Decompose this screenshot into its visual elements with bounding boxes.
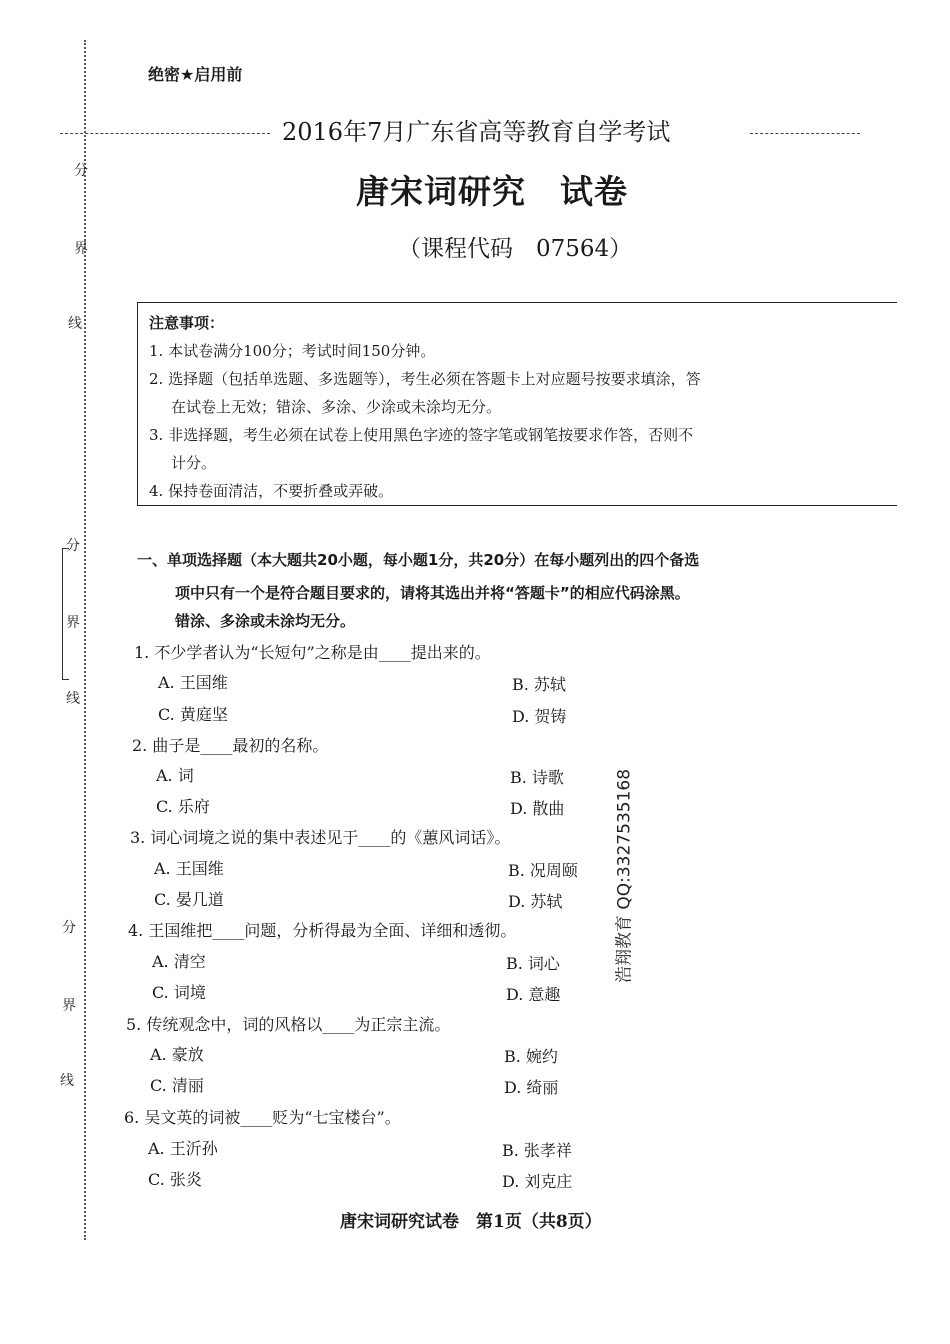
question-stem: 6. 吴文英的词被____贬为“七宝楼台”。 [124,1108,401,1127]
question-option: A. 词 [156,766,194,785]
question-option: D. 贺铸 [512,707,567,726]
question-option: B. 诗歌 [510,768,564,787]
margin-mark: 线 [68,316,82,332]
question-option: B. 词心 [506,954,560,973]
classified-label: 绝密★启用前 [148,65,243,84]
section-instruction: 项中只有一个是符合题目要求的，请将其选出并将“答题卡”的相应代码涂黑。 [175,584,690,602]
course-code: （课程代码 07564） [398,236,633,262]
question-option: C. 晏几道 [154,890,224,909]
question-option: B. 苏轼 [512,675,566,694]
notice-item: 1. 本试卷满分100分；考试时间150分钟。 [149,342,436,360]
notice-box [137,302,897,506]
question-option: D. 绮丽 [504,1078,559,1097]
margin-mark: 分 [74,163,88,179]
header-rule-right [750,133,860,134]
question-option: D. 意趣 [506,985,561,1004]
question-option: C. 词境 [152,983,206,1002]
header-rule-left [60,133,270,134]
notice-item: 3. 非选择题，考生必须在试卷上使用黑色字迹的签字笔或钢笔按要求作答，否则不 [149,426,694,444]
question-option: B. 婉约 [504,1047,558,1066]
question-option: A. 王沂孙 [148,1139,218,1158]
question-option: A. 王国维 [158,673,228,692]
section-instruction: 错涂、多涂或未涂均无分。 [175,612,356,630]
paper-title: 唐宋词研究 试卷 [356,172,628,211]
section-heading: 一、单项选择题（本大题共20小题，每小题1分，共20分）在每小题列出的四个备选 [137,551,700,569]
notice-item: 计分。 [171,454,217,472]
margin-mark: 界 [74,241,88,257]
question-option: C. 乐府 [156,797,210,816]
question-stem: 2. 曲子是____最初的名称。 [132,736,329,755]
margin-mark: 线 [66,691,80,707]
margin-mark: 界 [62,998,76,1014]
question-option: A. 王国维 [154,859,224,878]
question-option: C. 黄庭坚 [158,705,228,724]
notice-item: 在试卷上无效；错涂、多涂、少涂或未涂均无分。 [171,398,502,416]
question-option: D. 刘克庄 [502,1172,573,1191]
watermark-text: 浩翔教育 QQ:3327535168 [614,768,635,984]
question-option: C. 清丽 [150,1076,204,1095]
exam-title: 2016年7月广东省高等教育自学考试 [282,118,671,146]
question-stem: 1. 不少学者认为“长短句”之称是由____提出来的。 [134,643,491,662]
margin-mark: 界 [66,615,80,631]
notice-item: 2. 选择题（包括单选题、多选题等），考生必须在答题卡上对应题号按要求填涂，答 [149,370,701,388]
question-stem: 4. 王国维把____问题，分析得最为全面、详细和透彻。 [128,921,517,940]
question-option: B. 张孝祥 [502,1141,572,1160]
binding-dotted-line [84,40,86,1240]
question-option: C. 张炎 [148,1170,202,1189]
question-option: A. 清空 [152,952,206,971]
notice-item: 4. 保持卷面清洁，不要折叠或弄破。 [149,482,394,500]
notice-heading: 注意事项： [149,314,225,332]
margin-mark: 分 [62,920,76,936]
question-option: D. 散曲 [510,799,565,818]
question-option: A. 豪放 [150,1045,204,1064]
question-option: D. 苏轼 [508,892,563,911]
question-stem: 3. 词心词境之说的集中表述见于____的《蕙风词话》。 [130,828,511,847]
margin-mark: 线 [60,1073,74,1089]
question-stem: 5. 传统观念中，词的风格以____为正宗主流。 [126,1015,451,1034]
question-option: B. 况周颐 [508,861,578,880]
page-footer: 唐宋词研究试卷 第1页（共8页） [340,1212,602,1232]
margin-mark: 分 [66,538,80,554]
